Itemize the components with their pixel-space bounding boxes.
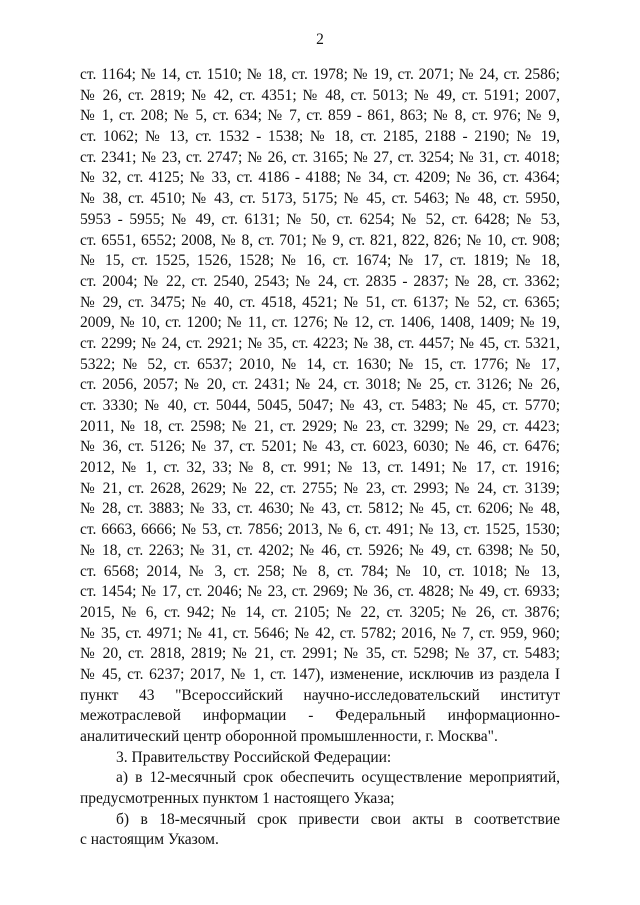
text-line: № 18, ст. 2263; № 31, ст. 4202; № 46, ст. 5926; № 49, ст. 6398; № 50, xyxy=(80,541,560,559)
text-line: ст. 2341; № 23, ст. 2747; № 26, ст. 3165; № 27, ст. 3254; № 31, ст. 4018; xyxy=(80,148,560,166)
text-line: № 36, ст. 5126; № 37, ст. 5201; № 43, ст. 6023, 6030; № 46, ст. 6476; xyxy=(80,438,560,456)
text-line: 2012, № 1, ст. 32, 33; № 8, ст. 991; № 13, ст. 1491; № 17, ст. 1916; xyxy=(80,459,560,477)
text-line: № 1, ст. 208; № 5, ст. 634; № 7, ст. 859 - 861, 863; № 8, ст. 976; № 9, xyxy=(80,107,560,125)
text-line: аналитический центр оборонной промышленности, г. Москва". xyxy=(80,728,498,745)
text-line: б) в 18-месячный срок привести свои акты в соответствие xyxy=(116,810,560,828)
text-line: 5953 - 5955; № 49, ст. 6131; № 50, ст. 6254; № 52, ст. 6428; № 53, xyxy=(80,210,560,228)
text-line: № 15, ст. 1525, 1526, 1528; № 16, ст. 1674; № 17, ст. 1819; № 18, xyxy=(80,252,560,270)
text-line: ст. 6568; 2014, № 3, ст. 258; № 8, ст. 784; № 10, ст. 1018; № 13, xyxy=(80,562,560,580)
paragraph xyxy=(80,748,560,769)
text-line: ст. 6663, 6666; № 53, ст. 7856; 2013, № 6, ст. 491; № 13, ст. 1525, 1530; xyxy=(80,521,560,539)
paragraph xyxy=(80,768,560,809)
page-number: 2 xyxy=(316,31,324,48)
text-line: а) в 12-месячный срок обеспечить осуществление мероприятий, xyxy=(116,769,560,787)
text-line: № 29, ст. 3475; № 40, ст. 4518, 4521; № 51, ст. 6137; № 52, ст. 6365; xyxy=(80,293,560,311)
text-line: предусмотренных пунктом 1 настоящего Указа; xyxy=(80,790,395,808)
text-line: ст. 1062; № 13, ст. 1532 - 1538; № 18, ст. 2185, 2188 - 2190; № 19, xyxy=(80,128,560,146)
text-line: № 28, ст. 3883; № 33, ст. 4630; № 43, ст. 5812; № 45, ст. 6206; № 48, xyxy=(80,500,560,518)
text-line: межотраслевой информации - Федеральный информационно- xyxy=(80,707,560,725)
document-body xyxy=(80,65,560,851)
text-line: № 35, ст. 4971; № 41, ст. 5646; № 42, ст. 5782; 2016, № 7, ст. 959, 960; xyxy=(80,624,560,642)
text-line: ст. 2004; № 22, ст. 2540, 2543; № 24, ст. 2835 - 2837; № 28, ст. 3362; xyxy=(80,272,560,290)
text-line: № 26, ст. 2819; № 42, ст. 4351; № 48, ст. 5013; № 49, ст. 5191; 2007, xyxy=(80,86,560,104)
text-line: ст. 2056, 2057; № 20, ст. 2431; № 24, ст. 3018; № 25, ст. 3126; № 26, xyxy=(80,376,560,394)
text-line: ст. 1454; № 17, ст. 2046; № 23, ст. 2969; № 36, ст. 4828; № 49, ст. 6933; xyxy=(80,583,560,601)
paragraph xyxy=(80,810,560,851)
text-line: 2015, № 6, ст. 942; № 14, ст. 2105; № 22, ст. 3205; № 26, ст. 3876; xyxy=(80,603,560,621)
text-line: 2009, № 10, ст. 1200; № 11, ст. 1276; № 12, ст. 1406, 1408, 1409; № 19, xyxy=(80,314,560,332)
text-line: ст. 6551, 6552; 2008, № 8, ст. 701; № 9, ст. 821, 822, 826; № 10, ст. 908; xyxy=(80,231,560,249)
text-line: пункт 43 "Всероссийский научно-исследовательский институт xyxy=(80,686,560,704)
instructions-block xyxy=(80,748,560,851)
text-line: № 45, ст. 6237; 2017, № 1, ст. 147), изменение, исключив из раздела I xyxy=(80,665,560,683)
amendment-paragraph xyxy=(80,65,560,748)
text-line: № 38, ст. 4510; № 43, ст. 5173, 5175; № 45, ст. 5463; № 48, ст. 5950, xyxy=(80,190,560,208)
text-line: ст. 1164; № 14, ст. 1510; № 18, ст. 1978; № 19, ст. 2071; № 24, ст. 2586; xyxy=(80,66,560,83)
text-line: ст. 3330; № 40, ст. 5044, 5045, 5047; № 43, ст. 5483; № 45, ст. 5770; xyxy=(80,397,560,414)
text-line: ст. 2299; № 24, ст. 2921; № 35, ст. 4223; № 38, ст. 4457; № 45, ст. 5321, xyxy=(80,334,560,352)
text-line: № 20, ст. 2818, 2819; № 21, ст. 2991; № 35, ст. 5298; № 37, ст. 5483; xyxy=(80,645,560,663)
text-line: 3. Правительству Российской Федерации: xyxy=(116,748,392,766)
text-line: 2011, № 18, ст. 2598; № 21, ст. 2929; № 23, ст. 3299; № 29, ст. 4423; xyxy=(80,417,560,435)
text-line: 5322; № 52, ст. 6537; 2010, № 14, ст. 1630; № 15, ст. 1776; № 17, xyxy=(80,355,560,373)
text-line: с настоящим Указом. xyxy=(80,831,219,849)
text-line: № 32, ст. 4125; № 33, ст. 4186 - 4188; № 34, ст. 4209; № 36, ст. 4364; xyxy=(80,169,560,187)
text-line: № 21, ст. 2628, 2629; № 22, ст. 2755; № 23, ст. 2993; № 24, ст. 3139; xyxy=(80,479,560,497)
